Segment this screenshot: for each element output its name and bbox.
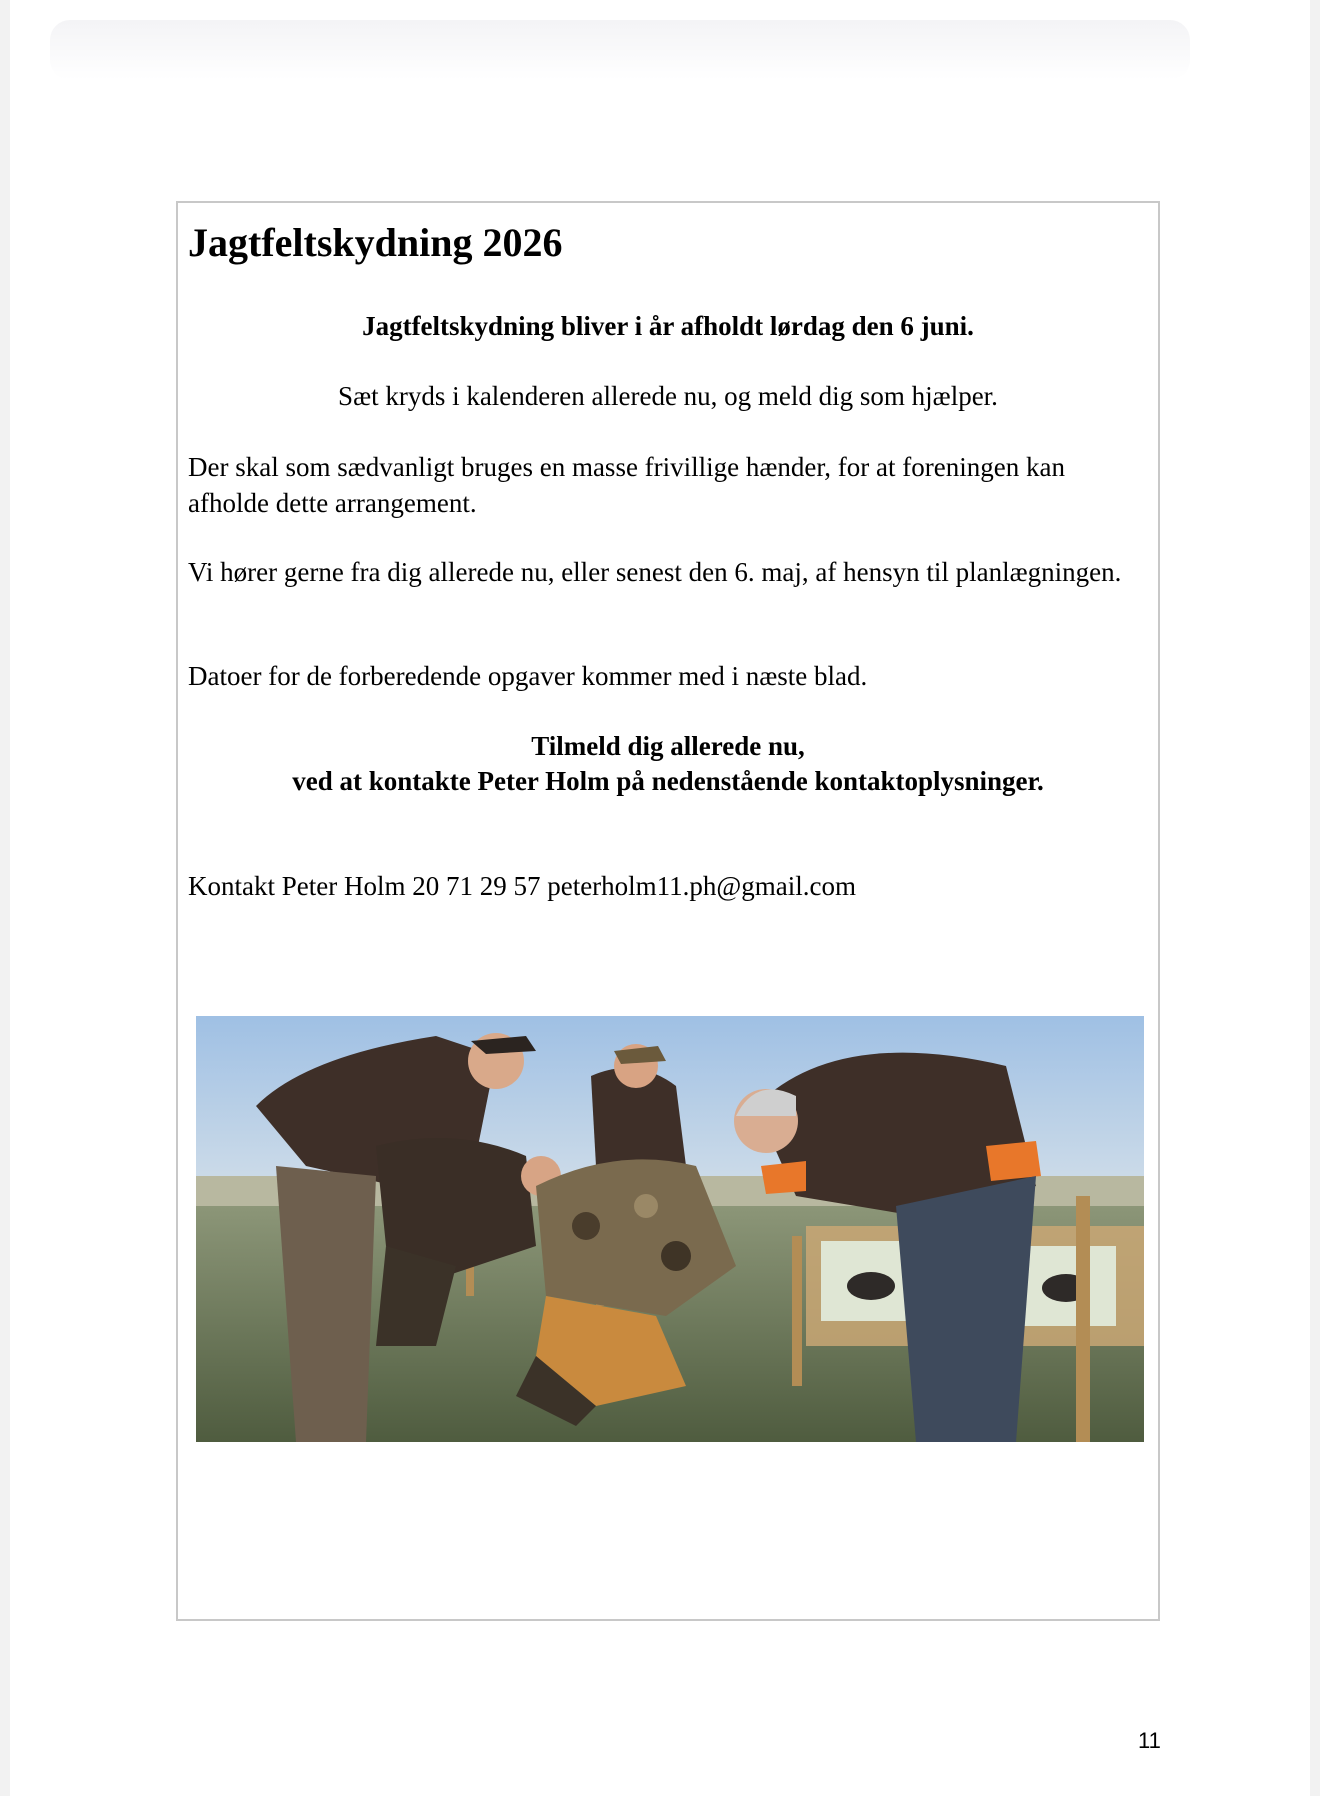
- page-number: 11: [1138, 1728, 1161, 1753]
- announcement-text: Jagtfeltskydning bliver i år afholdt lørdag den 6 juni.: [362, 311, 974, 341]
- volunteers-text: Der skal som sædvanligt bruges en masse frivillige hænder, for at foreningen kan afholde dette arrangement.: [188, 452, 1065, 518]
- event-photo-illustration: [196, 1016, 1144, 1442]
- dates-info-text: Datoer for de forberedende opgaver kommer med i næste blad.: [188, 661, 868, 691]
- camo-spot-3: [661, 1241, 691, 1271]
- camo-spot-2: [634, 1194, 658, 1218]
- article-title: Jagtfeltskydning 2026: [188, 220, 563, 265]
- target-post-2: [792, 1236, 802, 1386]
- event-photo: [196, 1016, 1144, 1442]
- page: [10, 0, 1310, 1796]
- signup-line-2: ved at kontakte Peter Holm på nedenstående kontaktoplysninger.: [292, 766, 1044, 796]
- article-frame: [176, 201, 1160, 1621]
- person-right-orange-collar: [761, 1161, 806, 1194]
- contact-text: Kontakt Peter Holm 20 71 29 57 peterholm11.ph@gmail.com: [188, 871, 857, 901]
- deadline-text: Vi hører gerne fra dig allerede nu, eller senest den 6. maj, af hensyn til planlægningen.: [188, 557, 1122, 587]
- target-bird-1: [847, 1272, 895, 1300]
- person-right-orange-bag: [986, 1141, 1041, 1181]
- top-shadow: [50, 20, 1190, 80]
- target-post-1: [1076, 1196, 1090, 1442]
- reminder-text: Sæt kryds i kalenderen allerede nu, og meld dig som hjælper.: [338, 381, 998, 411]
- camo-spot-1: [572, 1212, 600, 1240]
- person-right-trousers: [896, 1176, 1036, 1442]
- signup-line-1: Tilmeld dig allerede nu,: [531, 731, 805, 761]
